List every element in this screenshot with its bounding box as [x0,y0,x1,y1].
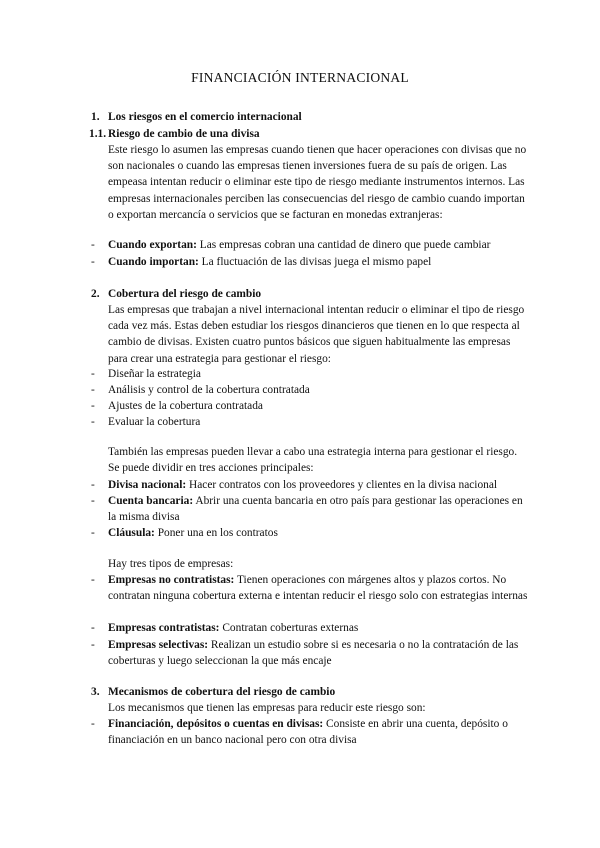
bullet-dash: - [91,574,95,586]
bullet-dash: - [91,239,95,251]
section-1-number: 1. [91,111,100,123]
bullet-dash: - [91,622,95,634]
section-2-heading: Cobertura del riesgo de cambio [108,288,262,300]
list-item: Ajustes de la cobertura contratada [108,400,263,412]
list-item: Empresas contratistas: Contratan coberturas externas [108,622,359,634]
list-item: Evaluar la cobertura [108,416,201,428]
section-2-number: 2. [91,288,100,300]
bullet-dash: - [91,256,95,268]
list-item: Diseñar la estrategia [108,368,201,380]
bullet-dash: - [91,400,95,412]
list-item: Empresas no contratistas: Tienen operaciones con márgenes altos y plazos cortos. No contratan ninguna cobertura externa e intentan reducir el riesgo solo con estrategias internas [108,574,528,603]
list-item: Análisis y control de la cobertura contratada [108,384,310,396]
section-1-1-heading: Riesgo de cambio de una divisa [108,128,260,140]
bullet-dash: - [91,527,95,539]
bullet-dash: - [91,416,95,428]
section-3-heading: Mecanismos de cobertura del riesgo de cambio [108,686,336,698]
list-item: Cuando exportan: Las empresas cobran una cantidad de dinero que puede cambiar [108,239,491,251]
section-2-paragraph-2: También las empresas pueden llevar a cabo una estrategia interna para gestionar el riesgo. Se puede dividir en tres acciones principales: [108,446,518,475]
list-item: Empresas selectivas: Realizan un estudio sobre si es necesaria o no la contratación de las coberturas y luego seleccionan la que más encaje [108,639,519,668]
section-2-paragraph-3: Hay tres tipos de empresas: [108,558,234,570]
section-2-paragraph: Las empresas que trabajan a nivel internacional intentan reducir o eliminar el tipo de riesgo cada vez más. Estas deben estudiar los riesgos dinancieros que tienen en lo que respecta al cambio de divisas. Existen cuatro puntos básicos que siguen habitualmente las empresas para crear una estrategia para gestionar el riesgo: [108,304,525,365]
bullet-dash: - [91,368,95,380]
section-1-1-number: 1.1. [89,128,107,140]
list-item: Cuando importan: La fluctuación de las divisas juega el mismo papel [108,256,432,268]
list-item: Divisa nacional: Hacer contratos con los proveedores y clientes en la divisa nacional [108,479,498,491]
section-1-heading: Los riesgos en el comercio internacional [108,111,302,123]
bullet-dash: - [91,384,95,396]
list-item: Cláusula: Poner una en los contratos [108,527,278,539]
list-item: Financiación, depósitos o cuentas en divisas: Consiste en abrir una cuenta, depósito o financiación en un banco nacional pero con otra divisa [108,718,508,747]
bullet-dash: - [91,479,95,491]
section-3-paragraph: Los mecanismos que tienen las empresas para reducir este riesgo son: [108,702,426,714]
bullet-dash: - [91,718,95,730]
section-1-paragraph: Este riesgo lo asumen las empresas cuando tienen que hacer operaciones con divisas que no son nacionales o cuando las empresas tienen inversiones fuera de su país de origen. Las empeasa intentan reducir o eliminar este tipo de riesgo mediante instrumentos internos. Las empresas internacionales perciben las consecuencias del riesgo de cambio cuando importan o exportan mercancía o servicios que se facturan en monedas extranjeras: [108,144,527,221]
bullet-dash: - [91,495,95,507]
bullet-dash: - [91,639,95,651]
list-item: Cuenta bancaria: Abrir una cuenta bancaria en otro país para gestionar las operaciones en la misma divisa [108,495,523,524]
document-title: FINANCIACIÓN INTERNACIONAL [191,70,409,85]
section-3-number: 3. [91,686,100,698]
